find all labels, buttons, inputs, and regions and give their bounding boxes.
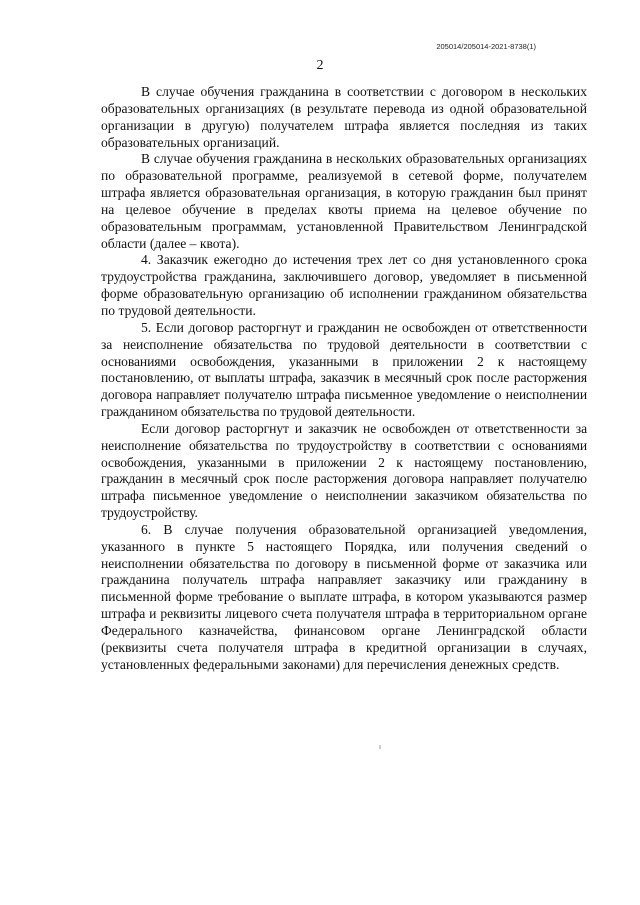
paragraph-item-6: 6. В случае получения образовательной организацией уведомления, указанного в пункте 5 настоящего Порядка, или получения сведений о неисполнении обязательства по договору в письменной форме от заказчика или гражданина получатель штрафа направляет заказчику или гражданину в письменной форме требование о выплате штрафа, в котором указываются размер штрафа и реквизиты лицевого счета получателя штрафа в территориальном органе Федерального казначейства, финансовом органе Ленинградской области (реквизиты счета получателя штрафа в кредитной организации в случаях, установленных федеральными законами) для перечисления денежных средств.: [101, 521, 587, 672]
paragraph-employer-breach: Если договор расторгнут и заказчик не освобожден от ответственности за неисполнение обязательства по трудоустройству в соответствии с основаниями освобождения, указанными в приложении 2 к настоящему постановлению, гражданин в месячный срок после расторжения договора направляет получателю штрафа письменное уведомление о неисполнении заказчиком обязательства по трудоустройству.: [101, 420, 587, 521]
paragraph-item-5: 5. Если договор расторгнут и гражданин не освобожден от ответственности за неисполнение обязательства по трудовой деятельности в соответствии с основаниями освобождения, указанными в приложении 2 к настоящему постановлению, от выплаты штрафа, заказчик в месячный срок после расторжения договора направляет получателю штрафа письменное уведомление о неисполнении гражданином обязательства по трудовой деятельности.: [101, 319, 587, 420]
paragraph-network-form-recipient: В случае обучения гражданина в нескольких образовательных организациях по образовательной программе, реализуемой в сетевой форме, получателем штрафа является образовательная организация, в которую гражданин был принят на целевое обучение в пределах квоты приема на целевое обучение по образовательным программам, установленной Правительством Ленинградской области (далее – квота).: [101, 151, 587, 251]
document-id: 205014/205014-2021-8738(1): [436, 42, 536, 51]
paragraph-transfer-recipient: В случае обучения гражданина в соответствии с договором в нескольких образовательных организациях (в результате перевода из одной образовательной организации в другую) получателем штрафа является последняя из таких образовательных организаций.: [101, 84, 587, 150]
document-body: [101, 84, 587, 674]
paragraph-item-4: 4. Заказчик ежегодно до истечения трех лет со дня установленного срока трудоустройства гражданина, заключившего договор, уведомляет в письменной форме образовательную организацию об исполнении гражданином обязательства по трудовой деятельности.: [101, 252, 587, 318]
page-number: 2: [316, 58, 324, 73]
scan-speck: [379, 745, 381, 749]
